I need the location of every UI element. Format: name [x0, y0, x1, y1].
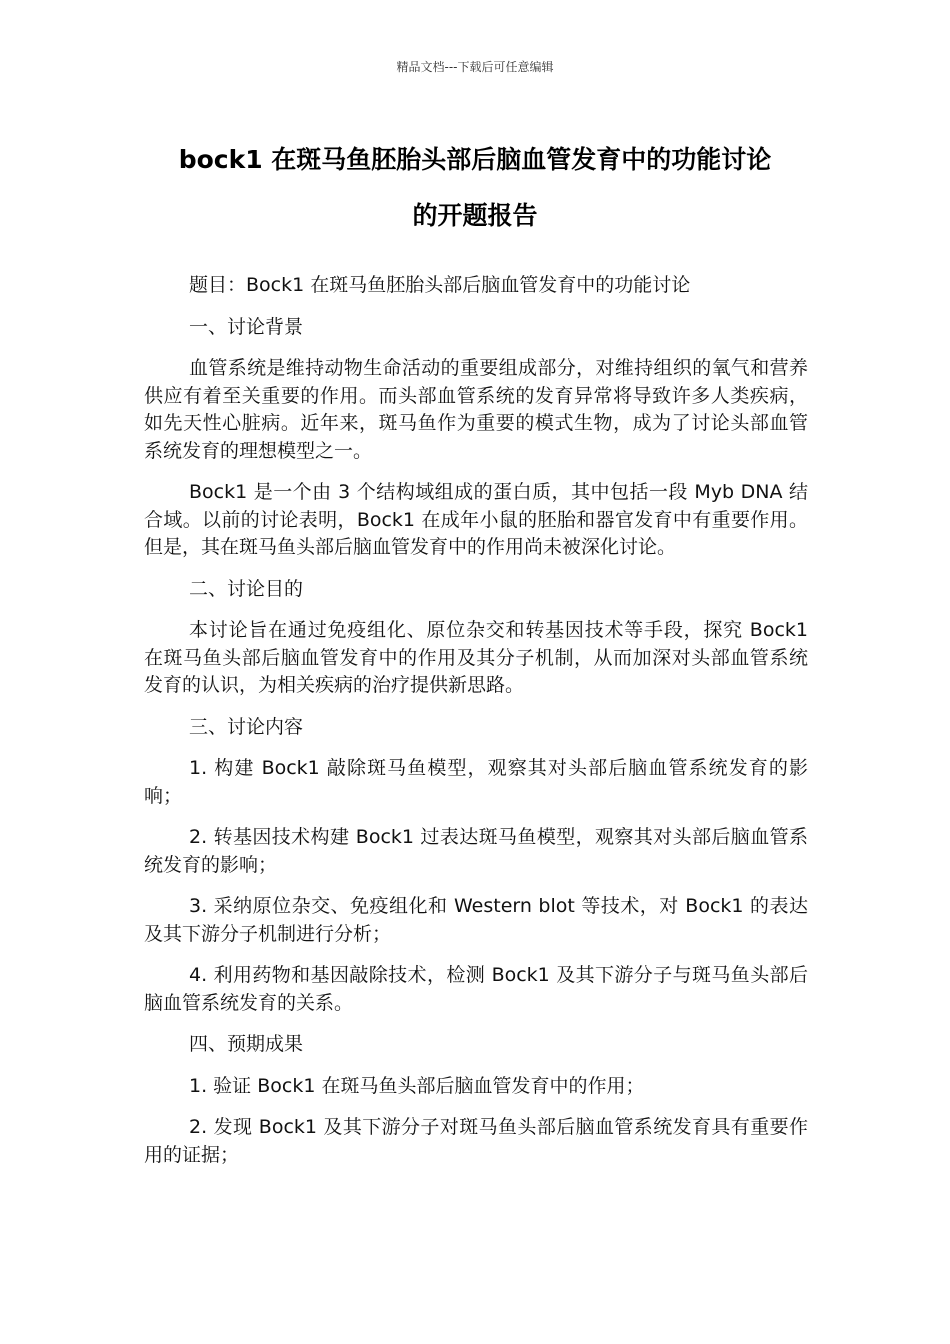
section-heading-background: 一、讨论背景 — [189, 315, 304, 338]
document-body — [144, 272, 808, 1183]
content-item-3: 3. 采纳原位杂交、免疫组化和 Western blot 等技术，对 Bock1 的表达及其下游分子机制进行分析； — [144, 895, 808, 945]
background-paragraph-2: Bock1 是一个由 3 个结构域组成的蛋白质，其中包括一段 Myb DNA 结合域。以前的讨论表明，Bock1 在成年小鼠的胚胎和器官发育中有重要作用。但是，其在斑马鱼头部后脑血管发育中的作用尚未被深化讨论。 — [144, 481, 808, 558]
section-heading-content: 三、讨论内容 — [189, 715, 304, 738]
document-title-line-1: bock1 在斑马鱼胚胎头部后脑血管发育中的功能讨论 — [178, 145, 772, 174]
document-title-line-2: 的开题报告 — [412, 201, 538, 230]
purpose-paragraph: 本讨论旨在通过免疫组化、原位杂交和转基因技术等手段，探究 Bock1 在斑马鱼头部后脑血管发育中的作用及其分子机制，从而加深对头部血管系统发育的认识，为相关疾病的治疗提供新思路。 — [144, 619, 808, 696]
result-item-2: 2. 发现 Bock1 及其下游分子对斑马鱼头部后脑血管系统发育具有重要作用的证据； — [144, 1116, 808, 1166]
topic-line: 题目：Bock1 在斑马鱼胚胎头部后脑血管发育中的功能讨论 — [189, 274, 691, 296]
content-item-1: 1. 构建 Bock1 敲除斑马鱼模型，观察其对头部后脑血管系统发育的影响； — [144, 757, 808, 807]
content-item-4: 4. 利用药物和基因敲除技术，检测 Bock1 及其下游分子与斑马鱼头部后脑血管系统发育的关系。 — [144, 964, 808, 1014]
section-heading-expected-results: 四、预期成果 — [189, 1033, 304, 1055]
section-heading-purpose: 二、讨论目的 — [189, 577, 304, 600]
header-note: 精品文档---下载后可任意编辑 — [396, 60, 554, 74]
result-item-1: 1. 验证 Bock1 在斑马鱼头部后脑血管发育中的作用； — [189, 1074, 645, 1097]
background-paragraph-1: 血管系统是维持动物生命活动的重要组成部分，对维持组织的氧气和营养供应有着至关重要的作用。而头部血管系统的发育异常将导致许多人类疾病，如先天性心脏病。近年来，斑马鱼作为重要的模式生物，成为了讨论头部血管系统发育的理想模型之一。 — [144, 357, 808, 462]
content-item-2: 2. 转基因技术构建 Bock1 过表达斑马鱼模型，观察其对头部后脑血管系统发育的影响； — [144, 826, 808, 876]
